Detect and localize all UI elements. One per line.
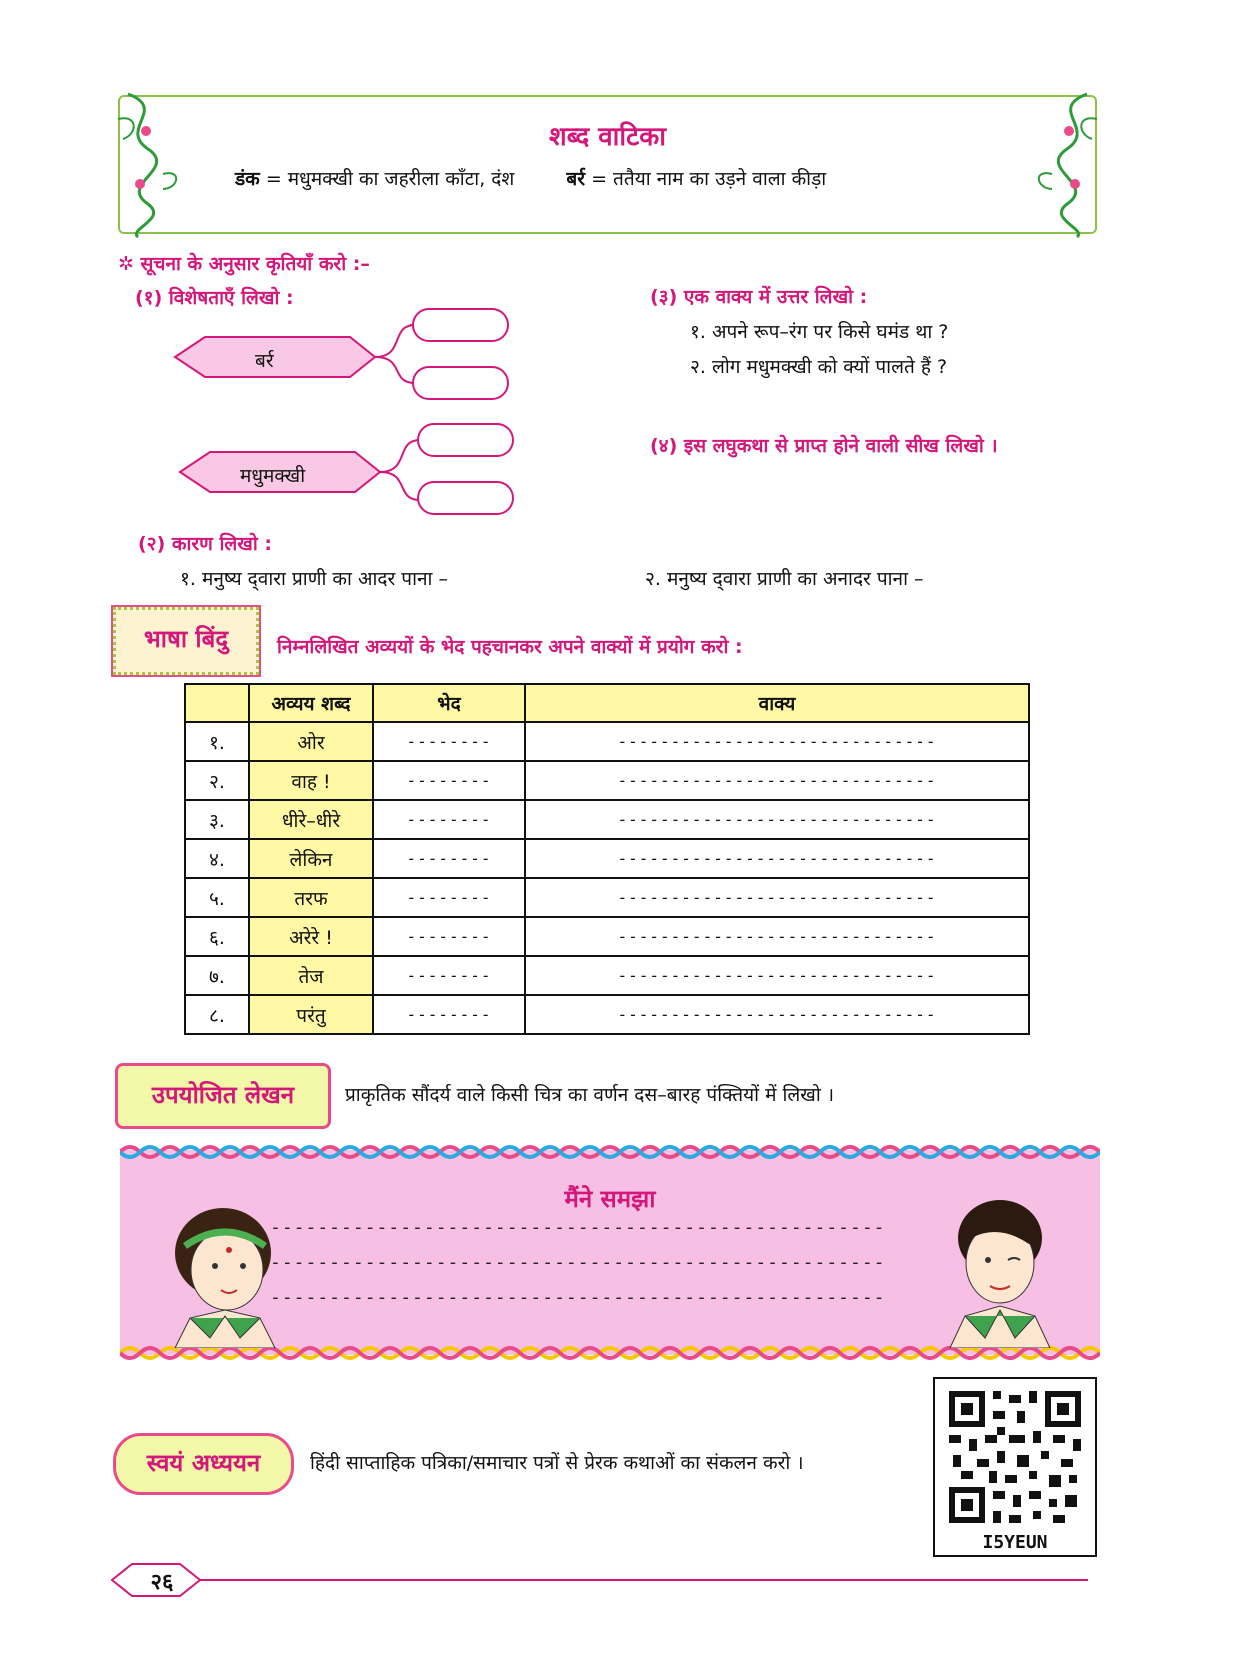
web-diagram-madhumakkhi (175, 420, 525, 525)
col-header-word: अव्यय शब्द (249, 684, 373, 722)
avyay-word: परंतु (249, 995, 373, 1034)
understood-line-2: ---------------------------------------------------- (270, 1252, 886, 1273)
task-2-question-2: २. मनुष्य द्‌वारा प्राणी का अनादर पाना – (645, 568, 924, 590)
type-blank: -------- (373, 917, 525, 956)
avyay-word: तरफ (249, 878, 373, 917)
avyay-word: ओर (249, 722, 373, 761)
understood-box (120, 1150, 1100, 1355)
row-number: ४. (185, 839, 249, 878)
vocab-definitions (235, 165, 1055, 191)
web-diagram-barr (170, 305, 520, 410)
row-number: ५. (185, 878, 249, 917)
page-number: २६ (150, 1570, 174, 1595)
bhasha-bindu-tag: भाषा बिंदु (113, 607, 259, 675)
task-2-heading: (२) कारण लिखो : (138, 533, 272, 555)
table-row (185, 800, 1029, 839)
row-number: ७. (185, 956, 249, 995)
task-3-heading: (३) एक वाक्य में उत्तर लिखो : (650, 286, 868, 308)
type-blank: -------- (373, 722, 525, 761)
swayam-adhyayan-tag: स्वयं अध्ययन (113, 1433, 294, 1495)
type-blank: -------- (373, 761, 525, 800)
table-row (185, 956, 1029, 995)
understood-title: मैंने समझा (564, 1185, 656, 1213)
row-number: ३. (185, 800, 249, 839)
col-header-number (185, 684, 249, 722)
row-number: ६. (185, 917, 249, 956)
vine-decoration-right (1017, 89, 1107, 239)
boy-face-illustration (940, 1188, 1060, 1348)
row-number: २. (185, 761, 249, 800)
task-2-question-1: १. मनुष्य द्‌वारा प्राणी का आदर पाना – (180, 568, 448, 590)
tasks-heading: ✲ सूचना के अनुसार कृतियाँ करो :– (118, 253, 370, 275)
swayam-instruction: हिंदी साप्ताहिक पत्रिका/समाचार पत्रों से प्रेरक कथाओं का संकलन करो । (310, 1452, 804, 1474)
sentence-blank: ------------------------------ (525, 995, 1029, 1034)
vocab-term-1: डंक (235, 168, 260, 190)
table-row (185, 995, 1029, 1034)
vocab-def-1: = मधुमक्खी का जहरीला काँटा, दंश (265, 168, 515, 190)
type-blank: -------- (373, 800, 525, 839)
avyay-word: धीरे–धीरे (249, 800, 373, 839)
vocab-def-2: = ततैया नाम का उड़ने वाला कीड़ा (591, 168, 827, 190)
avyay-table (184, 683, 1030, 1035)
type-blank: -------- (373, 878, 525, 917)
sentence-blank: ------------------------------ (525, 722, 1029, 761)
understood-line-1: ---------------------------------------------------- (270, 1217, 886, 1238)
bhasha-instruction: निम्नलिखित अव्ययों के भेद पहचानकर अपने वाक्यों में प्रयोग करो : (277, 636, 743, 658)
task-3-question-2: २. लोग मधुमक्खी को क्यों पालते हैं ? (690, 356, 948, 378)
footer-rule (110, 1562, 1090, 1598)
table-row (185, 839, 1029, 878)
vine-decoration-left (108, 89, 198, 239)
table-row (185, 761, 1029, 800)
sentence-blank: ------------------------------ (525, 839, 1029, 878)
sentence-blank: ------------------------------ (525, 917, 1029, 956)
task-4-heading: (४) इस लघुकथा से प्राप्त होने वाली सीख लिखो । (650, 435, 998, 457)
avyay-word: तेज (249, 956, 373, 995)
qr-code-image (945, 1387, 1085, 1527)
col-header-sentence: वाक्य (525, 684, 1029, 722)
row-number: ८. (185, 995, 249, 1034)
vocab-box (118, 95, 1097, 234)
vocab-term-2: बर्र (566, 168, 586, 190)
table-row (185, 917, 1029, 956)
table-header-row (185, 684, 1029, 722)
table-row (185, 878, 1029, 917)
row-number: १. (185, 722, 249, 761)
sentence-blank: ------------------------------ (525, 878, 1029, 917)
upyojit-lekhan-tag: उपयोजित लेखन (115, 1063, 331, 1129)
avyay-word: लेकिन (249, 839, 373, 878)
avyay-word: वाह ! (249, 761, 373, 800)
task-1-heading: (१) विशेषताएँ लिखो : (135, 287, 294, 309)
sentence-blank: ------------------------------ (525, 800, 1029, 839)
qr-code-label: I5YEUN (982, 1532, 1048, 1553)
girl-face-illustration (165, 1198, 285, 1348)
vocab-title: शब्द वाटिका (549, 122, 666, 152)
type-blank: -------- (373, 956, 525, 995)
table-row (185, 722, 1029, 761)
sentence-blank: ------------------------------ (525, 956, 1029, 995)
ribbon-top (120, 1142, 1100, 1162)
type-blank: -------- (373, 995, 525, 1034)
col-header-type: भेद (373, 684, 525, 722)
understood-line-3: ---------------------------------------------------- (270, 1287, 886, 1308)
qr-code[interactable] (933, 1377, 1097, 1557)
task-3-question-1: १. अपने रूप–रंग पर किसे घमंड था ? (690, 321, 949, 343)
avyay-word: अरेरे ! (249, 917, 373, 956)
type-blank: -------- (373, 839, 525, 878)
upyojit-instruction: प्राकृतिक सौंदर्य वाले किसी चित्र का वर्णन दस–बारह पंक्तियों में लिखो । (345, 1084, 835, 1106)
sentence-blank: ------------------------------ (525, 761, 1029, 800)
web-word-barr: बर्र (255, 350, 274, 372)
web-word-madhumakkhi: मधुमक्खी (240, 465, 306, 487)
